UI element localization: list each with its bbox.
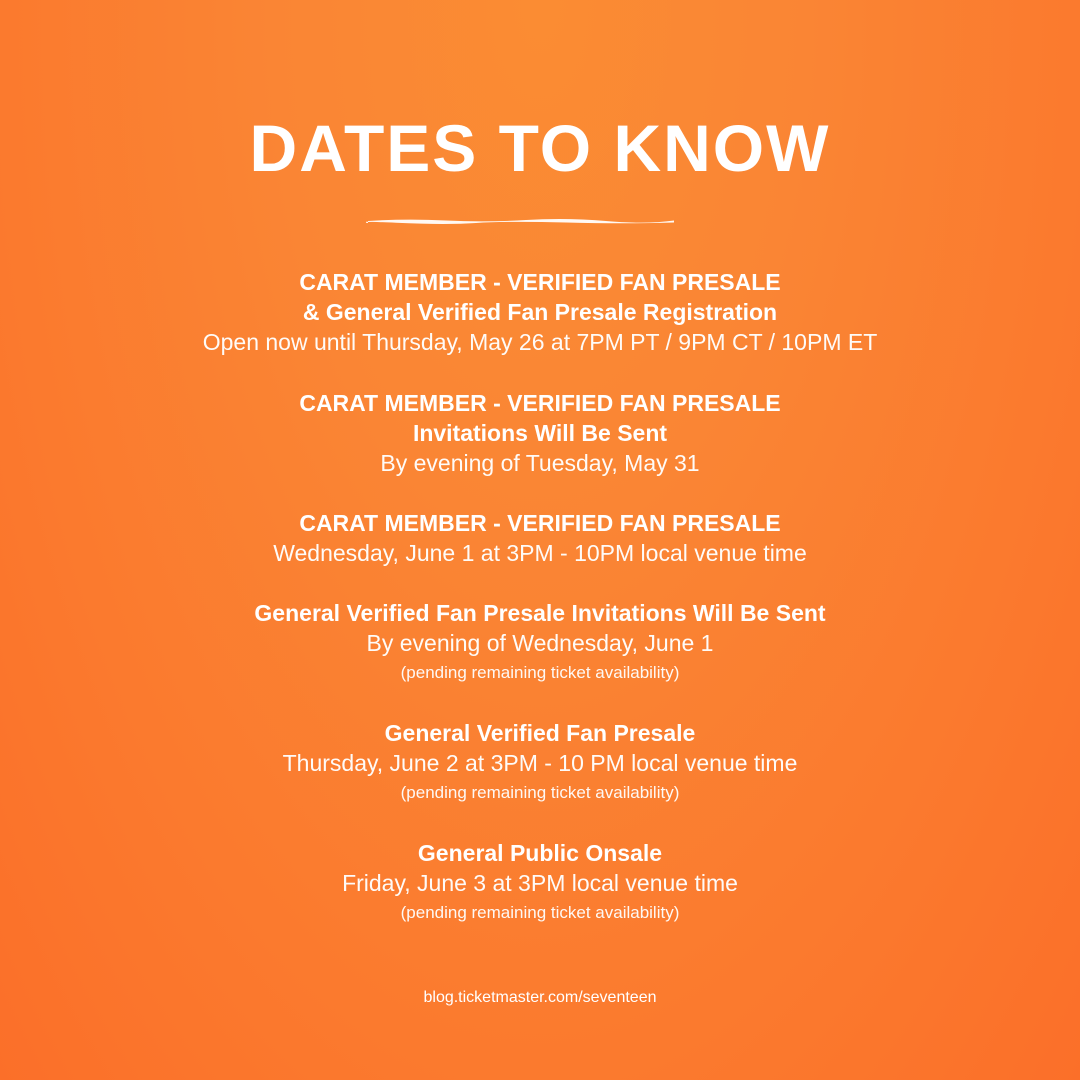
section-detail: By evening of Wednesday, June 1 (366, 630, 714, 656)
section-general-invitations (0, 598, 1080, 688)
section-carat-registration (0, 267, 1080, 357)
footer-url: blog.ticketmaster.com/seventeen (423, 989, 657, 1006)
section-heading: General Public Onsale (417, 840, 663, 866)
section-note: (pending remaining ticket availability) (400, 903, 680, 922)
section-detail: Wednesday, June 1 at 3PM - 10PM local venue time (273, 540, 807, 566)
section-detail: Open now until Thursday, May 26 at 7PM PT / 9PM CT / 10PM ET (202, 329, 878, 355)
section-heading: CARAT MEMBER - VERIFIED FAN PRESALE (299, 510, 781, 536)
section-subheading: Invitations Will Be Sent (412, 420, 668, 446)
section-subheading: & General Verified Fan Presale Registration (302, 299, 778, 325)
section-heading: CARAT MEMBER - VERIFIED FAN PRESALE (299, 390, 781, 416)
section-detail: Friday, June 3 at 3PM local venue time (342, 870, 738, 896)
section-public-onsale (0, 838, 1080, 928)
section-note: (pending remaining ticket availability) (400, 783, 680, 802)
section-heading: CARAT MEMBER - VERIFIED FAN PRESALE (299, 269, 781, 295)
section-heading: General Verified Fan Presale (384, 720, 696, 746)
section-carat-invitations (0, 388, 1080, 478)
page-title: DATES TO KNOW (249, 111, 831, 185)
section-general-presale (0, 718, 1080, 808)
brush-divider (366, 217, 676, 225)
section-carat-presale (0, 508, 1080, 568)
section-heading: General Verified Fan Presale Invitations Will Be Sent (254, 600, 826, 626)
section-detail: By evening of Tuesday, May 31 (380, 450, 700, 476)
section-detail: Thursday, June 2 at 3PM - 10 PM local venue time (282, 750, 798, 776)
section-note: (pending remaining ticket availability) (400, 663, 680, 682)
